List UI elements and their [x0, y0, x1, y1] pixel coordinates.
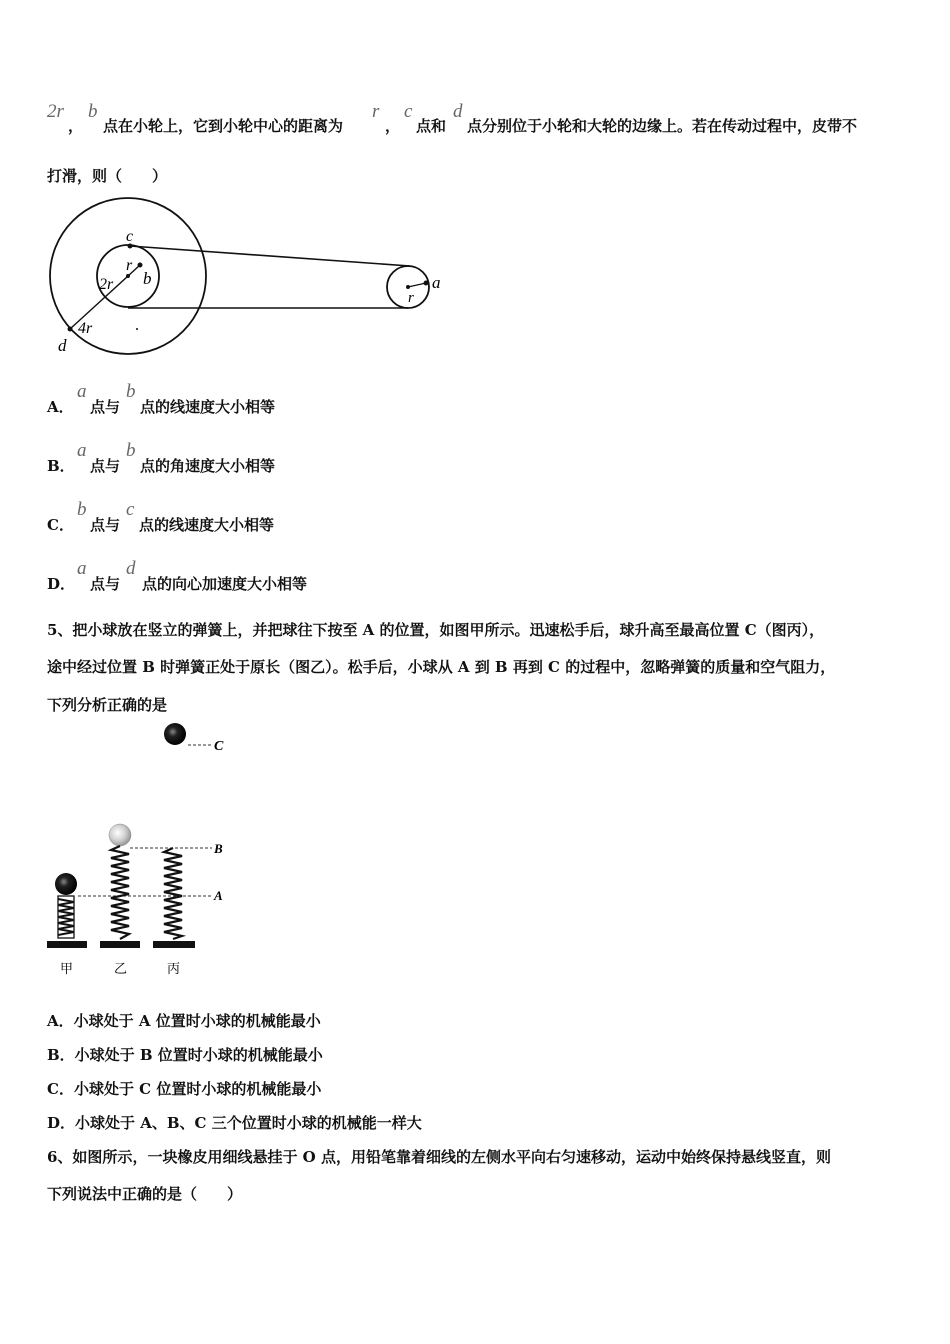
ball-b	[109, 824, 131, 846]
option-text: 点与	[90, 457, 121, 475]
var-2r: 2r	[47, 101, 64, 122]
option-text: 点的线速度大小相等	[140, 398, 276, 416]
option-var: c	[126, 499, 135, 520]
spring-yi	[111, 846, 129, 939]
option-text: 点与	[90, 398, 121, 416]
q5-stem-line1: 5、把小球放在竖立的弹簧上，并把球往下按至 A 的位置，如图甲所示。迅速松手后，球升高至最高位置 C（图丙），	[47, 621, 825, 639]
caption-jia: 甲	[60, 961, 74, 976]
label-d: d	[58, 336, 67, 355]
option-text: 点与	[90, 516, 121, 534]
label-A: A	[214, 888, 223, 903]
ball-c	[164, 723, 186, 745]
point-b	[138, 263, 143, 268]
option-text: 点的线速度大小相等	[139, 516, 275, 534]
q6-stem-line2: 下列说法中正确的是（ ）	[47, 1185, 243, 1203]
q5-option-b: B．小球处于 B 位置时小球的机械能最小	[47, 1046, 323, 1064]
label-a: a	[432, 273, 441, 292]
base-jia	[47, 941, 87, 948]
option-letter: D．	[47, 575, 76, 593]
label-b: b	[143, 269, 152, 288]
var-d: d	[453, 101, 463, 122]
option-letter: A．	[47, 398, 74, 416]
q5-option-a: A．小球处于 A 位置时小球的机械能最小	[47, 1012, 321, 1030]
var-r: r	[372, 101, 380, 122]
base-bing	[153, 941, 195, 948]
option-var: a	[77, 381, 87, 402]
compressed-spring	[58, 899, 74, 935]
option-text: 点的角速度大小相等	[140, 457, 276, 475]
point-a	[424, 281, 429, 286]
var-c: c	[404, 101, 413, 122]
q5-option-c: C．小球处于 C 位置时小球的机械能最小	[47, 1080, 322, 1098]
option-letter: B．	[47, 457, 75, 475]
label-4r: 4r	[78, 320, 93, 337]
q6-stem-line1: 6、如图所示，一块橡皮用细线悬挂于 O 点，用铅笔靠着细线的左侧水平向右匀速移动，运动中始终保持悬线竖直，则	[47, 1148, 831, 1166]
comma: ，	[68, 117, 84, 135]
pulley-belt-figure	[40, 190, 460, 360]
label-C: C	[214, 739, 224, 754]
label-r-small: r	[408, 290, 414, 306]
center-dot	[406, 285, 410, 289]
option-text: 点的向心加速度大小相等	[142, 575, 308, 593]
option-var: b	[126, 440, 136, 461]
option-var: a	[77, 440, 87, 461]
center-dot	[126, 274, 130, 278]
label-r: r	[126, 257, 133, 274]
belt-top	[130, 246, 410, 266]
spring-figure	[40, 715, 240, 985]
option-letter: C．	[47, 516, 74, 534]
point-d	[68, 327, 73, 332]
label-B: B	[214, 841, 223, 856]
q4-stem-line2: 打滑，则（ ）	[47, 167, 168, 185]
q4-text-2: 点和	[416, 117, 447, 135]
var-b: b	[88, 101, 98, 122]
option-var: d	[126, 558, 136, 579]
spring-bing	[164, 848, 182, 939]
option-var: b	[126, 381, 136, 402]
ball-a	[55, 873, 77, 895]
q4-text-1: 点在小轮上，它到小轮中心的距离为	[103, 117, 344, 135]
option-var: a	[77, 558, 87, 579]
q5-option-d: D．小球处于 A、B、C 三个位置时小球的机械能一样大	[47, 1114, 422, 1132]
option-text: 点与	[90, 575, 121, 593]
caption-bing: 丙	[167, 961, 181, 976]
small-dot	[136, 328, 138, 330]
label-c: c	[126, 228, 134, 245]
q5-stem-line2: 途中经过位置 B 时弹簧正处于原长（图乙）。松手后，小球从 A 到 B 再到 C 的过程中，忽略弹簧的质量和空气阻力，	[47, 658, 836, 676]
q4-text-3: 点分别位于小轮和大轮的边缘上。若在传动过程中，皮带不	[467, 117, 858, 135]
base-yi	[100, 941, 140, 948]
caption-yi: 乙	[114, 961, 128, 976]
comma: ，	[385, 117, 401, 135]
q5-stem-line3: 下列分析正确的是	[47, 696, 168, 714]
option-var: b	[77, 499, 87, 520]
radius-a	[408, 283, 426, 287]
label-2r: 2r	[99, 276, 114, 293]
